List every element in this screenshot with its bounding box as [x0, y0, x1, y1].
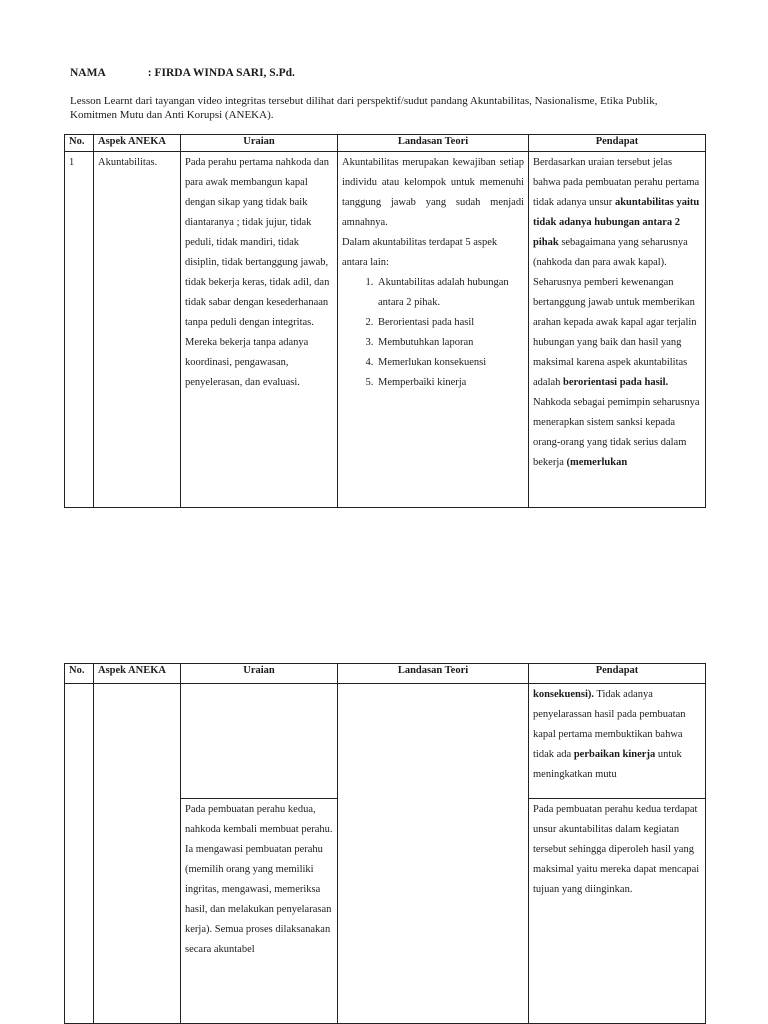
table-row: [65, 152, 706, 508]
list-item: 4. Memerlukan konsekuensi: [376, 353, 524, 373]
teori-definition: Akuntabilitas merupakan kewajiban setiap individu atau kelompok untuk memenuhi tanggung jawab yang sudah menjadi amnahnya.: [342, 157, 524, 228]
cell-no: [65, 684, 94, 1024]
col-header-aspek: Aspek ANEKA: [94, 664, 181, 684]
teori-aspect-list: [342, 273, 524, 393]
col-header-aspek: Aspek ANEKA: [94, 135, 181, 152]
cell-pendapat: [529, 152, 706, 508]
teori-list-intro: Dalam akuntabilitas terdapat 5 aspek antara lain:: [342, 237, 498, 268]
cell-uraian: Pada perahu pertama nahkoda dan para awak membangun kapal dengan sikap yang tidak baik diantaranya ; tidak jujur, tidak peduli, tidak mandiri, tidak disiplin, tidak bertanggung jawab, tidak bekerja keras, tidak adil, dan tidak sabar dengan kesederhanaan tanpa peduli dengan integritas. Mereka bekerja tanpa adanya koordinasi, pengawasan, penyelerasan, dan evaluasi.: [181, 152, 338, 508]
list-item: 3. Membutuhkan laporan: [376, 333, 524, 353]
col-header-landasan-teori: Landasan Teori: [338, 135, 529, 152]
pendapat-text: Berdasarkan uraian tersebut jelas bahwa pada pembuatan perahu pertama tidak adanya unsur: [533, 157, 700, 208]
cell-uraian: Pada pembuatan perahu kedua, nahkoda kembali membuat perahu. Ia mengawasi pembuatan perahu (memilih orang yang memiliki ingritas, mengawasi, memeriksa hasil, dan melakukan penyelarasan kerja). Semua proses dilaksanakan secara akuntabel: [181, 799, 338, 1024]
aneka-table-2: [64, 663, 706, 1024]
list-item: 1. Akuntabilitas adalah hubungan antara 2 pihak.: [376, 273, 524, 313]
intro-paragraph: Lesson Learnt dari tayangan video integritas tersebut dilihat dari perspektif/sudut pandang Akuntabilitas, Nasionalisme, Etika Publik, Komitmen Mutu dan Anti Korupsi (ANEKA).: [70, 95, 658, 121]
col-header-uraian: Uraian: [181, 135, 338, 152]
table-header-row: [65, 664, 706, 684]
pendapat-text: Tidak adanya penyelarassan hasil pada pembuatan kapal pertama membuktikan bahwa tidak ada: [533, 689, 686, 760]
name-value: : FIRDA WINDA SARI, S.Pd.: [147, 67, 295, 79]
cell-pendapat: Pada pembuatan perahu kedua terdapat unsur akuntabilitas dalam kegiatan tersebut sehingga diperoleh hasil yang maksimal yaitu mereka dapat mencapai tujuan yang diinginkan.: [529, 799, 706, 1024]
cell-aspek: [94, 684, 181, 1024]
table-row: [65, 684, 706, 799]
list-item: 5. Memperbaiki kinerja: [376, 373, 524, 393]
aneka-table-1: [64, 134, 706, 508]
pendapat-emphasis: berorientasi pada hasil.: [563, 377, 669, 388]
pendapat-emphasis: akuntabilitas yaitu tidak adanya hubungan antara 2 pihak: [533, 197, 700, 248]
pendapat-emphasis: (memerlukan: [566, 457, 628, 468]
pendapat-text: Nahkoda sebagai pemimpin seharusnya menerapkan sistem sanksi kepada orang-orang yang tidak serius dalam bekerja: [533, 397, 700, 468]
pendapat-text: sebagaimana yang seharusnya (nahkoda dan para awak kapal). Seharusnya pemberi kewenangan bertanggung jawab untuk memberikan arahan kepada awak kapal agar terjalin hubungan yang baik dan hasil yang maksimal karena aspek akuntabilitas adalah: [533, 237, 697, 388]
table-header-row: [65, 135, 706, 152]
col-header-no: No.: [65, 135, 94, 152]
name-label: NAMA: [70, 67, 106, 79]
cell-landasan-teori: [338, 152, 529, 508]
list-item: 2. Berorientasi pada hasil: [376, 313, 524, 333]
pendapat-text: untuk meningkatkan mutu: [533, 749, 682, 780]
col-header-landasan-teori: Landasan Teori: [338, 664, 529, 684]
pendapat-emphasis: perbaikan kinerja: [573, 749, 656, 760]
cell-no: 1: [65, 152, 94, 508]
name-line: [70, 67, 295, 79]
col-header-pendapat: Pendapat: [529, 135, 706, 152]
col-header-no: No.: [65, 664, 94, 684]
cell-aspek: Akuntabilitas.: [94, 152, 181, 508]
col-header-uraian: Uraian: [181, 664, 338, 684]
cell-landasan-teori: [338, 684, 529, 1024]
col-header-pendapat: Pendapat: [529, 664, 706, 684]
pendapat-emphasis: konsekuensi).: [533, 689, 594, 700]
cell-uraian: [181, 684, 338, 799]
cell-pendapat: [529, 684, 706, 799]
